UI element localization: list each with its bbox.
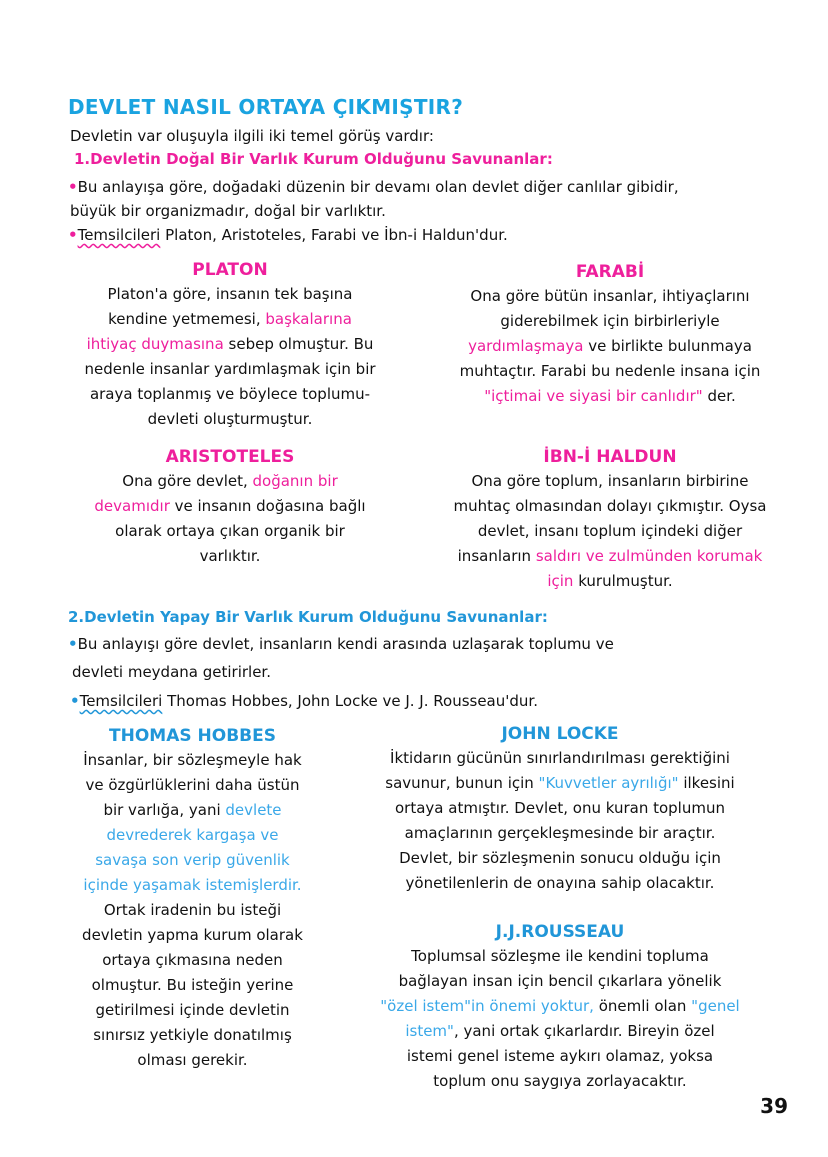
locke-line: savunur, bunun için "Kuvvetler ayrılığı" ilkesini [385,774,735,792]
hobbes-line: Ortak iradenin bu isteği [103,901,282,919]
bullet-icon: • [68,226,78,244]
hobbes-line: devletin yapma kurum olarak [82,926,303,944]
locke-line: İktidarın gücünün sınırlandırılması gerektiğini [390,749,730,767]
section2-heading: 2.Devletin Yapay Bir Varlık Kurum Olduğunu Savunanlar: [68,608,548,626]
hobbes-line: getirilmesi içinde devletin [95,1001,290,1019]
ibni-haldun-block [410,445,810,594]
platon-line: Platon'a göre, insanın tek başına [107,285,353,303]
page-number: 39 [760,1094,788,1118]
farabi-line: yardımlaşmaya ve birlikte bulunmaya [468,337,752,355]
section2-bullet2: •Temsilcileri Thomas Hobbes, John Locke ve J. J. Rousseau'dur. [70,692,538,710]
section1-bullet1-line2: büyük bir organizmadır, doğal bir varlıktır. [70,202,386,220]
aristoteles-block [40,445,420,569]
page-title: DEVLET NASIL ORTAYA ÇIKMIŞTIR? [68,95,464,119]
locke-line: yönetilenlerin de onayına sahip olacaktır. [405,874,715,892]
hobbes-line: savaşa son verip güvenlik [95,851,290,869]
ibni-haldun-line: muhtaç olmasından dolayı çıkmıştır. Oysa [453,497,767,515]
locke-line: ortaya atmıştır. Devlet, onu kuran toplumun [395,799,725,817]
rousseau-line: toplum onu saygıya zorlayacaktır. [433,1072,687,1090]
ibni-haldun-line: için kurulmuştur. [547,572,673,590]
platon-line: nedenle insanlar yardımlaşmak için bir [84,360,376,378]
bullet-icon: • [68,178,78,196]
section1-heading: 1.Devletin Doğal Bir Varlık Kurum Olduğunu Savunanlar: [74,150,553,168]
bullet-icon: • [68,635,78,653]
ibni-haldun-line: devlet, insanı toplum içindeki diğer [477,522,743,540]
hobbes-block [40,724,345,1073]
hobbes-heading: THOMAS HOBBES [109,726,276,746]
section2-bullet1-line1: •Bu anlayışı göre devlet, insanların kendi arasında uzlaşarak toplumu ve [68,635,614,653]
hobbes-line: ortaya çıkmasına neden [102,951,283,969]
farabi-line: giderebilmek için birbirleriyle [500,312,720,330]
locke-heading: JOHN LOCKE [501,724,619,744]
platon-line: araya toplanmış ve böylece toplumu- [89,385,371,403]
platon-line: kendine yetmemesi, başkalarına [108,310,352,328]
rousseau-line: istemi genel isteme aykırı olamaz, yoksa [406,1047,714,1065]
hobbes-line: olmuştur. Bu isteğin yerine [91,976,294,994]
hobbes-line: olması gerekir. [137,1051,248,1069]
section2-bullet1-line2: devleti meydana getirirler. [72,663,271,681]
locke-block [345,722,775,896]
aristoteles-line: varlıktır. [199,547,261,565]
rousseau-line: Toplumsal sözleşme ile kendini topluma [411,947,709,965]
platon-heading: PLATON [192,260,268,280]
intro-text: Devletin var oluşuyla ilgili iki temel görüş vardır: [70,127,434,145]
rousseau-heading: J.J.ROUSSEAU [495,922,625,942]
hobbes-line: devrederek kargaşa ve [106,826,279,844]
platon-line: ihtiyaç duymasına sebep olmuştur. Bu [86,335,374,353]
platon-line: devleti oluşturmuştur. [147,410,313,428]
ibni-haldun-line: insanların saldırı ve zulmünden korumak [457,547,763,565]
platon-block [40,258,420,432]
farabi-block [420,260,800,409]
hobbes-line: bir varlığa, yani devlete [103,801,282,819]
hobbes-line: sınırsız yetkiyle donatılmış [93,1026,292,1044]
rousseau-line: istem", yani ortak çıkarlardır. Bireyin özel [405,1022,715,1040]
aristoteles-line: Ona göre devlet, doğanın bir [122,472,338,490]
rousseau-line: "özel istem"in önemi yoktur, önemli olan "genel [380,997,740,1015]
bullet-icon: • [70,692,80,710]
aristoteles-line: olarak ortaya çıkan organik bir [115,522,345,540]
rousseau-line: bağlayan insan için bencil çıkarlara yönelik [398,972,722,990]
locke-line: Devlet, bir sözleşmenin sonucu olduğu için [399,849,721,867]
locke-line: amaçlarının gerçekleşmesinde bir araçtır. [404,824,716,842]
farabi-heading: FARABİ [575,262,645,282]
farabi-line: muhtaçtır. Farabi bu nedenle insana için [459,362,761,380]
hobbes-line: İnsanlar, bir sözleşmeyle hak [83,751,302,769]
ibni-haldun-heading: İBN-İ HALDUN [543,447,677,467]
hobbes-line: ve özgürlüklerini daha üstün [85,776,300,794]
aristoteles-heading: ARISTOTELES [165,447,295,467]
farabi-line: Ona göre bütün insanlar, ihtiyaçlarını [470,287,750,305]
aristoteles-line: devamıdır ve insanın doğasına bağlı [94,497,366,515]
hobbes-line: içinde yaşamak istemişlerdir. [83,876,302,894]
ibni-haldun-line: Ona göre toplum, insanların birbirine [471,472,749,490]
rousseau-block [345,920,775,1094]
farabi-line: "içtimai ve siyasi bir canlıdır" der. [484,387,736,405]
section1-bullet1-line1: •Bu anlayışa göre, doğadaki düzenin bir devamı olan devlet diğer canlılar gibidir, [68,178,679,196]
section1-bullet2: •Temsilcileri Platon, Aristoteles, Farabi ve İbn-i Haldun'dur. [68,226,508,244]
